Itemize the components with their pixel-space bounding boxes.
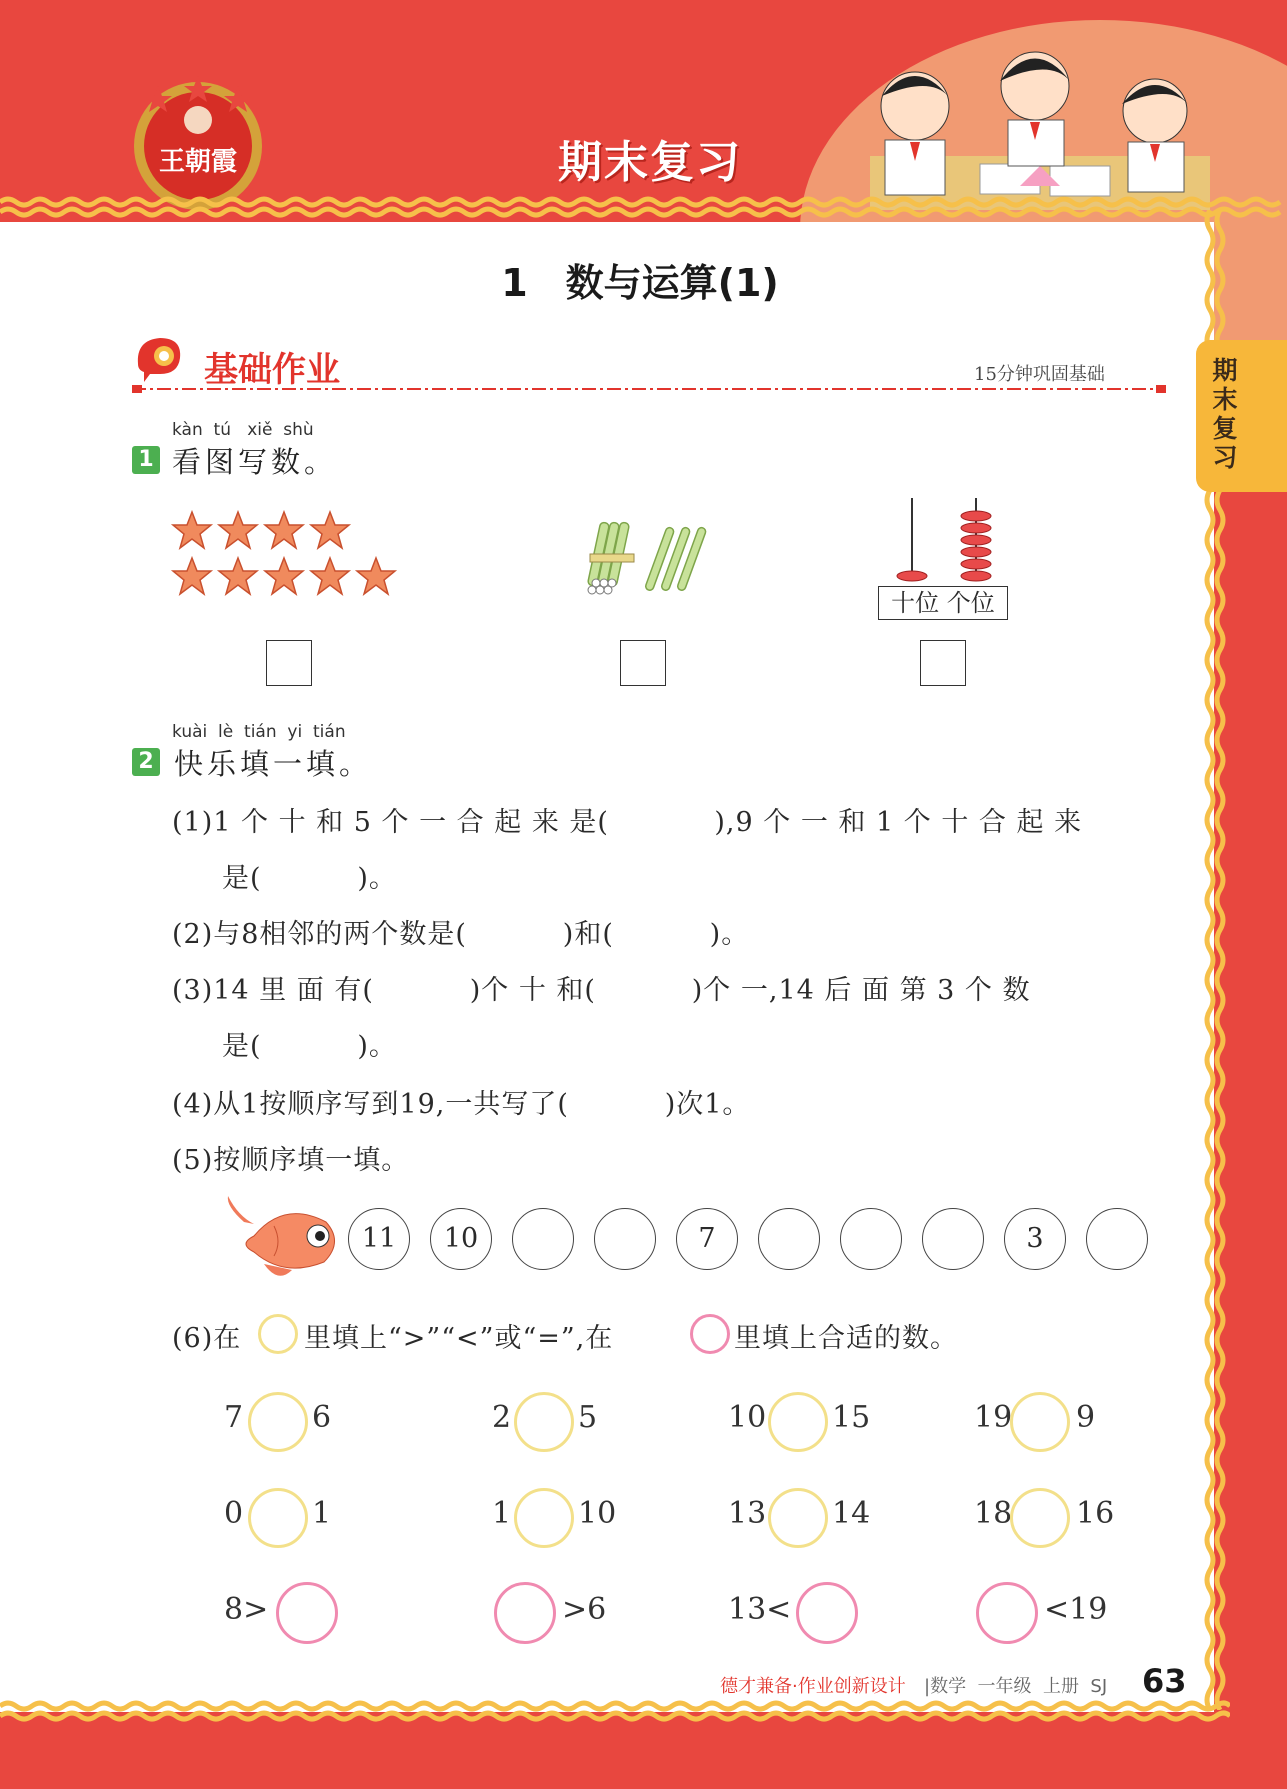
compare-left: 13 [728,1496,767,1531]
compare-right: 1 [312,1496,332,1531]
q2-part5: (5)按顺序填一填。 [172,1145,410,1176]
fill-right: >6 [562,1592,607,1627]
compare-left: 10 [728,1400,767,1435]
sequence-circle: 7 [676,1208,738,1270]
compare-blank[interactable] [768,1488,828,1548]
q2-part6-b: 里填上“>”“<”或“=”,在 [304,1323,614,1354]
compare-right: 9 [1076,1400,1096,1435]
section-title: 1 数与运算(1) [501,261,779,305]
q1-number: 1 [132,446,160,474]
q1-pinyin: kàn tú xiě shù [172,420,314,440]
sequence-blank[interactable] [758,1208,820,1270]
fill-right: <19 [1044,1592,1108,1627]
fill-left: 13< [728,1592,792,1627]
svg-text:王朝霞: 王朝霞 [158,147,238,177]
pink-ring-icon [690,1314,730,1354]
answer-box-stars[interactable] [266,640,312,686]
sequence-blank[interactable] [922,1208,984,1270]
q2-part1-line2: 是( )。 [222,863,397,894]
sequence-blank[interactable] [840,1208,902,1270]
q2-part2: (2)与8相邻的两个数是( )和( )。 [172,919,750,950]
compare-blank[interactable] [248,1392,308,1452]
compare-right: 10 [578,1496,617,1531]
q2-part3-line1: (3)14 里 面 有( )个 十 和( )个 一,14 后 面 第 3 个 数 [172,975,1031,1006]
stars-picture [170,510,410,606]
sequence-circle: 11 [348,1208,410,1270]
sequence-circle: 10 [430,1208,492,1270]
compare-blank[interactable] [768,1392,828,1452]
compare-right: 6 [312,1400,332,1435]
homework-subtitle: 15分钟巩固基础 [974,364,1105,385]
dashed-divider [132,384,1166,394]
bottom-wave-border [0,1700,1230,1724]
compare-left: 2 [492,1400,512,1435]
compare-right: 5 [578,1400,598,1435]
q2-part6-c: 里填上合适的数。 [734,1323,958,1354]
compare-left: 19 [974,1400,1013,1435]
fish-picture [224,1192,342,1286]
answer-box-abacus[interactable] [920,640,966,686]
sequence-blank[interactable] [512,1208,574,1270]
compare-blank[interactable] [514,1392,574,1452]
q2-part1-line1: (1)1 个 十 和 5 个 一 合 起 来 是( ),9 个 一 和 1 个 十 合 起 来 [172,807,1083,838]
fill-blank[interactable] [494,1582,556,1644]
compare-right: 15 [832,1400,871,1435]
homework-title: 基础作业 [204,350,340,390]
header-title: 期末复习 [558,137,742,188]
compare-left: 7 [224,1400,244,1435]
q2-pinyin: kuài lè tián yi tián [172,722,346,742]
yellow-ring-icon [258,1314,298,1354]
answer-box-sticks[interactable] [620,640,666,686]
q2-number: 2 [132,748,160,776]
compare-blank[interactable] [514,1488,574,1548]
horn-icon [132,334,188,384]
footer-info: |数学 一年级 上册 SJ [924,1676,1108,1697]
compare-blank[interactable] [1010,1392,1070,1452]
sticks-bundle-picture [580,518,710,600]
fill-left: 8> [224,1592,269,1627]
compare-blank[interactable] [1010,1488,1070,1548]
fill-blank[interactable] [796,1582,858,1644]
children-illustration [860,36,1220,210]
compare-left: 18 [974,1496,1013,1531]
q1-title: 看图写数。 [172,445,338,479]
abacus-label: 十位 个位 [878,586,1008,620]
sequence-blank[interactable] [594,1208,656,1270]
q2-title: 快乐填一填。 [174,747,373,781]
compare-blank[interactable] [248,1488,308,1548]
compare-right: 16 [1076,1496,1115,1531]
sequence-blank[interactable] [1086,1208,1148,1270]
sequence-circle: 3 [1004,1208,1066,1270]
footer-series: 德才兼备·作业创新设计 [720,1676,906,1697]
q2-part4: (4)从1按顺序写到19,一共写了( )次1。 [172,1089,751,1120]
compare-left: 0 [224,1496,244,1531]
brand-logo [128,74,268,214]
q2-part6-a: (6)在 [172,1323,242,1354]
header-wave-border [0,196,1287,224]
compare-left: 1 [492,1496,512,1531]
q2-part3-line2: 是( )。 [222,1031,397,1062]
fill-blank[interactable] [276,1582,338,1644]
page-number: 63 [1142,1662,1187,1700]
fill-blank[interactable] [976,1582,1038,1644]
side-tab-label: 期末复习 [1212,356,1238,472]
abacus-picture [880,496,1010,582]
compare-right: 14 [832,1496,871,1531]
